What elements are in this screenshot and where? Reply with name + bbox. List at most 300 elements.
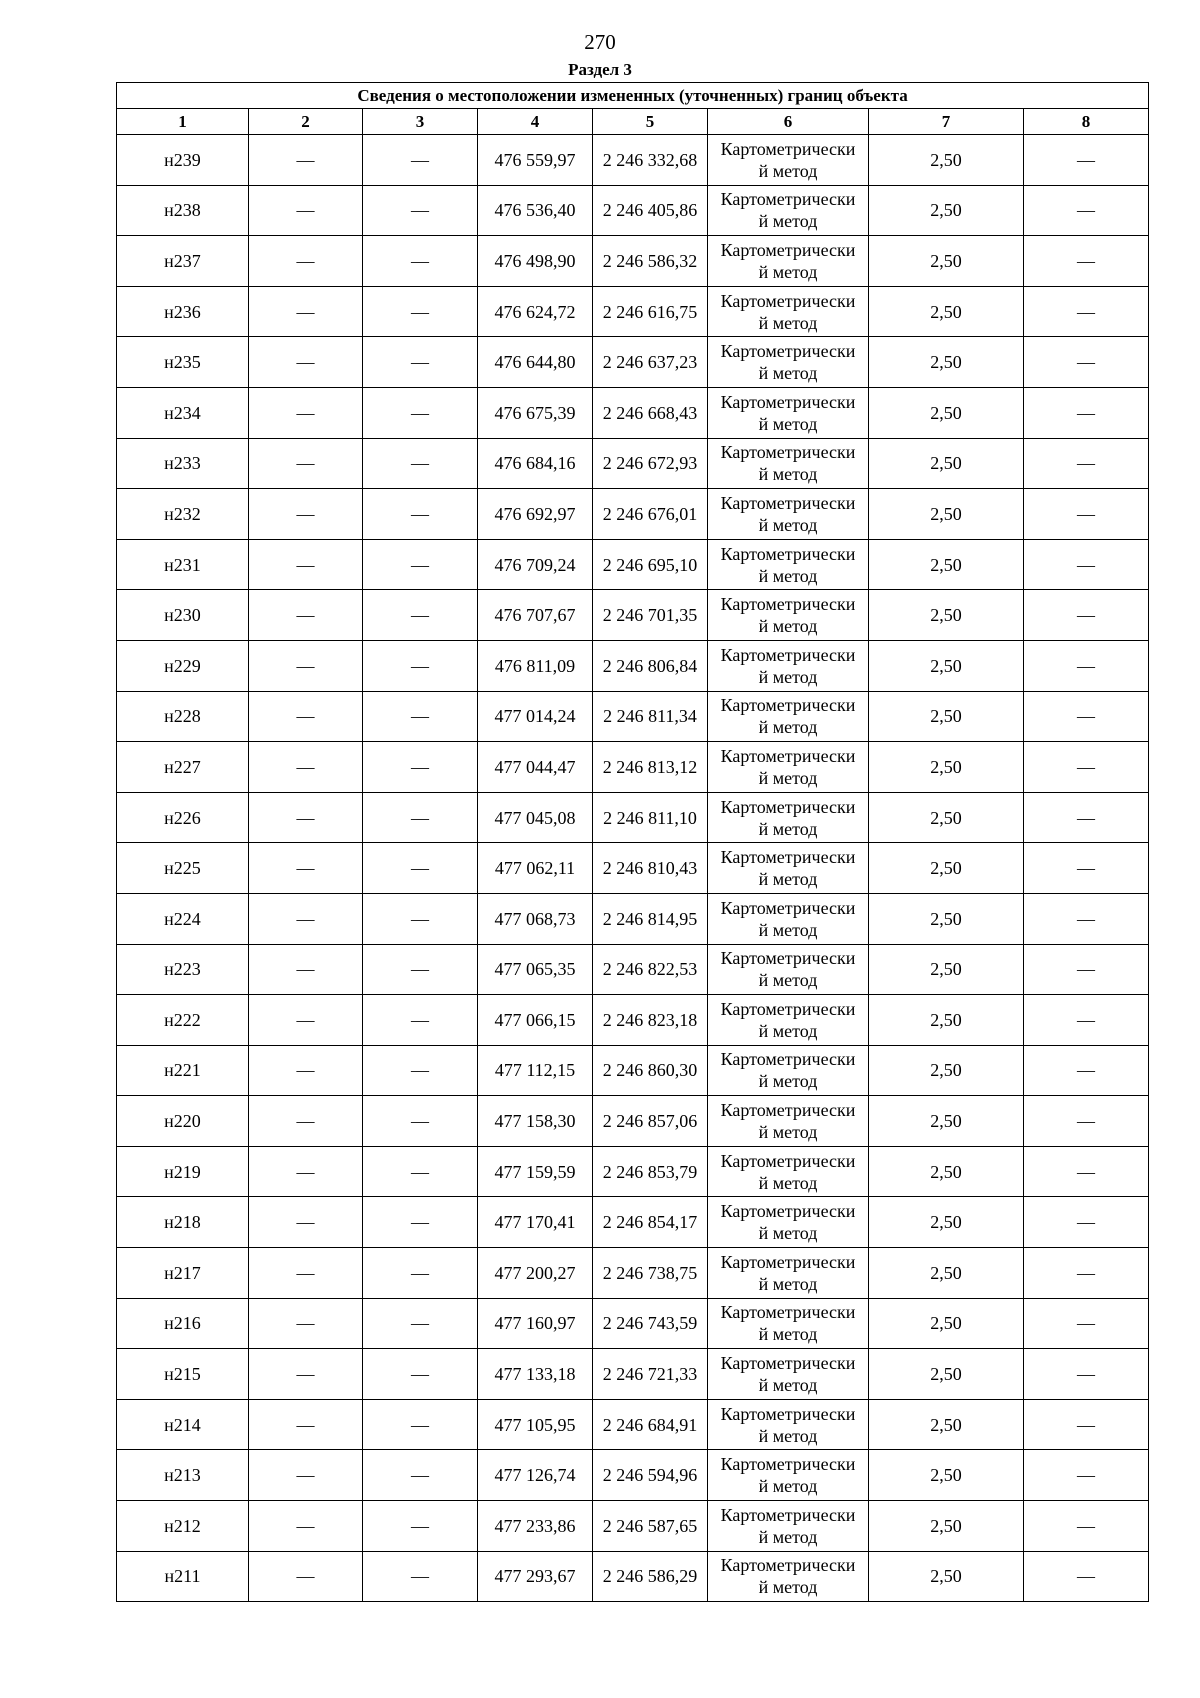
method-line: Картометрически	[720, 189, 856, 210]
method-line: Картометрически	[720, 1201, 856, 1222]
method-cell	[708, 742, 869, 793]
y-coordinate-cell: 2 246 672,93	[593, 438, 708, 489]
method-cell	[708, 1096, 869, 1147]
y-coordinate-cell: 2 246 405,86	[593, 185, 708, 236]
accuracy-cell: 2,50	[869, 387, 1024, 438]
table-row	[117, 286, 1149, 337]
method-line: Картометрически	[720, 1049, 856, 1070]
method-line: Картометрически	[720, 847, 856, 868]
column-2-cell: —	[249, 489, 363, 540]
point-number-cell: н238	[117, 185, 249, 236]
x-coordinate-cell: 477 045,08	[478, 792, 593, 843]
table-row	[117, 438, 1149, 489]
point-number-cell: н211	[117, 1551, 249, 1602]
method-line: Картометрически	[720, 695, 856, 716]
column-2-cell: —	[249, 792, 363, 843]
method-line: й метод	[758, 767, 818, 788]
method-line: Картометрически	[720, 897, 856, 918]
accuracy-cell: 2,50	[869, 1248, 1024, 1299]
x-coordinate-cell: 476 498,90	[478, 236, 593, 287]
column-3-cell: —	[363, 286, 478, 337]
column-2-cell: —	[249, 1551, 363, 1602]
method-line: Картометрически	[720, 594, 856, 615]
point-number-cell: н221	[117, 1045, 249, 1096]
accuracy-cell: 2,50	[869, 893, 1024, 944]
method-line: Картометрически	[720, 998, 856, 1019]
accuracy-cell: 2,50	[869, 1146, 1024, 1197]
accuracy-cell: 2,50	[869, 1045, 1024, 1096]
method-line: й метод	[758, 1071, 818, 1092]
method-line: Картометрически	[720, 1302, 856, 1323]
column-2-cell: —	[249, 843, 363, 894]
column-3-cell: —	[363, 691, 478, 742]
column-8-cell: —	[1024, 185, 1149, 236]
column-8-cell: —	[1024, 944, 1149, 995]
column-2-cell: —	[249, 236, 363, 287]
method-line: й метод	[758, 818, 818, 839]
table-row	[117, 539, 1149, 590]
point-number-cell: н233	[117, 438, 249, 489]
point-number-cell: н231	[117, 539, 249, 590]
point-number-cell: н230	[117, 590, 249, 641]
method-line: й метод	[758, 616, 818, 637]
method-line: Картометрически	[720, 1555, 856, 1576]
method-cell	[708, 337, 869, 388]
accuracy-cell: 2,50	[869, 1197, 1024, 1248]
column-3-cell: —	[363, 236, 478, 287]
accuracy-cell: 2,50	[869, 489, 1024, 540]
method-cell	[708, 1146, 869, 1197]
method-line: й метод	[758, 464, 818, 485]
method-line: й метод	[758, 211, 818, 232]
column-8-cell: —	[1024, 438, 1149, 489]
point-number-cell: н214	[117, 1399, 249, 1450]
column-2-cell: —	[249, 1349, 363, 1400]
column-2-cell: —	[249, 185, 363, 236]
column-3-cell: —	[363, 1248, 478, 1299]
x-coordinate-cell: 476 644,80	[478, 337, 593, 388]
method-line: Картометрически	[720, 1251, 856, 1272]
y-coordinate-cell: 2 246 332,68	[593, 135, 708, 186]
y-coordinate-cell: 2 246 637,23	[593, 337, 708, 388]
table-row	[117, 843, 1149, 894]
accuracy-cell: 2,50	[869, 640, 1024, 691]
column-number: 5	[593, 109, 708, 135]
table-row	[117, 1399, 1149, 1450]
column-8-cell: —	[1024, 893, 1149, 944]
column-3-cell: —	[363, 1501, 478, 1552]
point-number-cell: н236	[117, 286, 249, 337]
method-line: Картометрически	[720, 1403, 856, 1424]
accuracy-cell: 2,50	[869, 1501, 1024, 1552]
column-number: 1	[117, 109, 249, 135]
column-8-cell: —	[1024, 1298, 1149, 1349]
x-coordinate-cell: 477 159,59	[478, 1146, 593, 1197]
method-cell	[708, 640, 869, 691]
table-row	[117, 489, 1149, 540]
y-coordinate-cell: 2 246 594,96	[593, 1450, 708, 1501]
method-cell	[708, 1197, 869, 1248]
column-3-cell: —	[363, 1045, 478, 1096]
accuracy-cell: 2,50	[869, 1349, 1024, 1400]
method-cell	[708, 1045, 869, 1096]
column-8-cell: —	[1024, 489, 1149, 540]
column-3-cell: —	[363, 742, 478, 793]
column-2-cell: —	[249, 640, 363, 691]
section-title: Раздел 3	[568, 60, 632, 79]
column-3-cell: —	[363, 438, 478, 489]
y-coordinate-cell: 2 246 695,10	[593, 539, 708, 590]
y-coordinate-cell: 2 246 684,91	[593, 1399, 708, 1450]
method-cell	[708, 691, 869, 742]
column-3-cell: —	[363, 1298, 478, 1349]
column-3-cell: —	[363, 1096, 478, 1147]
column-8-cell: —	[1024, 1096, 1149, 1147]
point-number-cell: н228	[117, 691, 249, 742]
column-3-cell: —	[363, 792, 478, 843]
column-8-cell: —	[1024, 1399, 1149, 1450]
column-8-cell: —	[1024, 337, 1149, 388]
column-3-cell: —	[363, 135, 478, 186]
x-coordinate-cell: 476 624,72	[478, 286, 593, 337]
method-line: й метод	[758, 312, 818, 333]
table-row	[117, 1450, 1149, 1501]
column-3-cell: —	[363, 640, 478, 691]
column-number: 7	[869, 109, 1024, 135]
column-2-cell: —	[249, 1399, 363, 1450]
method-cell	[708, 236, 869, 287]
y-coordinate-cell: 2 246 586,32	[593, 236, 708, 287]
point-number-cell: н234	[117, 387, 249, 438]
method-cell	[708, 944, 869, 995]
column-8-cell: —	[1024, 1349, 1149, 1400]
x-coordinate-cell: 476 536,40	[478, 185, 593, 236]
column-8-cell: —	[1024, 1450, 1149, 1501]
accuracy-cell: 2,50	[869, 337, 1024, 388]
method-line: й метод	[758, 1020, 818, 1041]
table-row	[117, 640, 1149, 691]
table-row	[117, 691, 1149, 742]
column-8-cell: —	[1024, 1551, 1149, 1602]
table-row	[117, 893, 1149, 944]
accuracy-cell: 2,50	[869, 590, 1024, 641]
point-number-cell: н213	[117, 1450, 249, 1501]
method-line: й метод	[758, 1324, 818, 1345]
column-2-cell: —	[249, 1045, 363, 1096]
y-coordinate-cell: 2 246 743,59	[593, 1298, 708, 1349]
accuracy-cell: 2,50	[869, 792, 1024, 843]
point-number-cell: н219	[117, 1146, 249, 1197]
y-coordinate-cell: 2 246 813,12	[593, 742, 708, 793]
method-line: й метод	[758, 565, 818, 586]
column-2-cell: —	[249, 438, 363, 489]
column-number: 8	[1024, 109, 1149, 135]
column-2-cell: —	[249, 1248, 363, 1299]
table-caption: Сведения о местоположении измененных (уточненных) границ объекта	[117, 83, 1149, 109]
method-cell	[708, 1248, 869, 1299]
method-line: й метод	[758, 514, 818, 535]
column-2-cell: —	[249, 135, 363, 186]
table-row	[117, 1146, 1149, 1197]
column-3-cell: —	[363, 337, 478, 388]
column-8-cell: —	[1024, 995, 1149, 1046]
accuracy-cell: 2,50	[869, 286, 1024, 337]
method-line: Картометрически	[720, 1454, 856, 1475]
column-8-cell: —	[1024, 742, 1149, 793]
table-row	[117, 792, 1149, 843]
x-coordinate-cell: 477 293,67	[478, 1551, 593, 1602]
y-coordinate-cell: 2 246 857,06	[593, 1096, 708, 1147]
table-row	[117, 1045, 1149, 1096]
method-line: Картометрически	[720, 492, 856, 513]
table-row	[117, 185, 1149, 236]
accuracy-cell: 2,50	[869, 539, 1024, 590]
accuracy-cell: 2,50	[869, 1399, 1024, 1450]
column-3-cell: —	[363, 944, 478, 995]
column-8-cell: —	[1024, 1146, 1149, 1197]
x-coordinate-cell: 477 200,27	[478, 1248, 593, 1299]
table-row	[117, 590, 1149, 641]
column-2-cell: —	[249, 1096, 363, 1147]
accuracy-cell: 2,50	[869, 135, 1024, 186]
column-3-cell: —	[363, 1146, 478, 1197]
column-2-cell: —	[249, 691, 363, 742]
x-coordinate-cell: 477 062,11	[478, 843, 593, 894]
point-number-cell: н229	[117, 640, 249, 691]
method-cell	[708, 539, 869, 590]
column-2-cell: —	[249, 1146, 363, 1197]
accuracy-cell: 2,50	[869, 438, 1024, 489]
method-line: й метод	[758, 1526, 818, 1547]
column-2-cell: —	[249, 539, 363, 590]
point-number-cell: н232	[117, 489, 249, 540]
column-number: 6	[708, 109, 869, 135]
column-8-cell: —	[1024, 1501, 1149, 1552]
method-cell	[708, 893, 869, 944]
y-coordinate-cell: 2 246 676,01	[593, 489, 708, 540]
method-line: Картометрически	[720, 745, 856, 766]
column-8-cell: —	[1024, 590, 1149, 641]
column-2-cell: —	[249, 387, 363, 438]
method-line: Картометрически	[720, 239, 856, 260]
x-coordinate-cell: 477 170,41	[478, 1197, 593, 1248]
method-cell	[708, 1399, 869, 1450]
method-line: Картометрически	[720, 1353, 856, 1374]
method-line: Картометрически	[720, 138, 856, 159]
accuracy-cell: 2,50	[869, 1450, 1024, 1501]
table-row	[117, 1248, 1149, 1299]
method-line: Картометрически	[720, 644, 856, 665]
accuracy-cell: 2,50	[869, 944, 1024, 995]
point-number-cell: н239	[117, 135, 249, 186]
method-line: Картометрически	[720, 1100, 856, 1121]
y-coordinate-cell: 2 246 811,34	[593, 691, 708, 742]
x-coordinate-cell: 477 112,15	[478, 1045, 593, 1096]
column-2-cell: —	[249, 893, 363, 944]
point-number-cell: н217	[117, 1248, 249, 1299]
column-2-cell: —	[249, 1298, 363, 1349]
table-row	[117, 1501, 1149, 1552]
table-row	[117, 387, 1149, 438]
accuracy-cell: 2,50	[869, 742, 1024, 793]
column-8-cell: —	[1024, 135, 1149, 186]
column-8-cell: —	[1024, 1045, 1149, 1096]
column-8-cell: —	[1024, 286, 1149, 337]
accuracy-cell: 2,50	[869, 1551, 1024, 1602]
point-number-cell: н212	[117, 1501, 249, 1552]
method-line: й метод	[758, 413, 818, 434]
point-number-cell: н225	[117, 843, 249, 894]
table-row	[117, 1197, 1149, 1248]
point-number-cell: н220	[117, 1096, 249, 1147]
column-3-cell: —	[363, 1399, 478, 1450]
x-coordinate-cell: 476 684,16	[478, 438, 593, 489]
point-number-cell: н222	[117, 995, 249, 1046]
column-number-row	[117, 109, 1149, 135]
method-line: й метод	[758, 160, 818, 181]
column-3-cell: —	[363, 843, 478, 894]
column-3-cell: —	[363, 1197, 478, 1248]
method-cell	[708, 185, 869, 236]
column-2-cell: —	[249, 1197, 363, 1248]
column-3-cell: —	[363, 893, 478, 944]
y-coordinate-cell: 2 246 668,43	[593, 387, 708, 438]
column-8-cell: —	[1024, 691, 1149, 742]
y-coordinate-cell: 2 246 823,18	[593, 995, 708, 1046]
y-coordinate-cell: 2 246 814,95	[593, 893, 708, 944]
accuracy-cell: 2,50	[869, 1096, 1024, 1147]
method-line: й метод	[758, 970, 818, 991]
point-number-cell: н216	[117, 1298, 249, 1349]
table-body	[117, 135, 1149, 1602]
column-2-cell: —	[249, 995, 363, 1046]
y-coordinate-cell: 2 246 738,75	[593, 1248, 708, 1299]
y-coordinate-cell: 2 246 853,79	[593, 1146, 708, 1197]
column-2-cell: —	[249, 742, 363, 793]
method-cell	[708, 1551, 869, 1602]
method-line: Картометрически	[720, 1150, 856, 1171]
x-coordinate-cell: 476 692,97	[478, 489, 593, 540]
method-cell	[708, 1501, 869, 1552]
method-cell	[708, 286, 869, 337]
method-cell	[708, 489, 869, 540]
method-cell	[708, 438, 869, 489]
column-8-cell: —	[1024, 640, 1149, 691]
accuracy-cell: 2,50	[869, 185, 1024, 236]
column-3-cell: —	[363, 185, 478, 236]
x-coordinate-cell: 477 233,86	[478, 1501, 593, 1552]
x-coordinate-cell: 476 559,97	[478, 135, 593, 186]
accuracy-cell: 2,50	[869, 843, 1024, 894]
column-8-cell: —	[1024, 1248, 1149, 1299]
column-3-cell: —	[363, 1450, 478, 1501]
method-line: й метод	[758, 1273, 818, 1294]
column-number: 3	[363, 109, 478, 135]
x-coordinate-cell: 477 160,97	[478, 1298, 593, 1349]
column-3-cell: —	[363, 387, 478, 438]
column-3-cell: —	[363, 1349, 478, 1400]
method-line: й метод	[758, 261, 818, 282]
method-line: й метод	[758, 1375, 818, 1396]
point-number-cell: н226	[117, 792, 249, 843]
column-3-cell: —	[363, 489, 478, 540]
y-coordinate-cell: 2 246 860,30	[593, 1045, 708, 1096]
method-line: Картометрически	[720, 796, 856, 817]
method-line: Картометрически	[720, 1504, 856, 1525]
boundary-table	[116, 82, 1149, 1602]
method-line: й метод	[758, 666, 818, 687]
point-number-cell: н235	[117, 337, 249, 388]
method-line: й метод	[758, 1122, 818, 1143]
method-line: й метод	[758, 1223, 818, 1244]
x-coordinate-cell: 477 158,30	[478, 1096, 593, 1147]
x-coordinate-cell: 476 675,39	[478, 387, 593, 438]
x-coordinate-cell: 477 068,73	[478, 893, 593, 944]
y-coordinate-cell: 2 246 811,10	[593, 792, 708, 843]
table-row	[117, 742, 1149, 793]
page-number: 270	[584, 30, 616, 54]
column-2-cell: —	[249, 337, 363, 388]
y-coordinate-cell: 2 246 586,29	[593, 1551, 708, 1602]
x-coordinate-cell: 477 014,24	[478, 691, 593, 742]
method-cell	[708, 995, 869, 1046]
column-8-cell: —	[1024, 387, 1149, 438]
x-coordinate-cell: 477 065,35	[478, 944, 593, 995]
x-coordinate-cell: 477 066,15	[478, 995, 593, 1046]
method-line: Картометрически	[720, 290, 856, 311]
column-number: 2	[249, 109, 363, 135]
x-coordinate-cell: 476 707,67	[478, 590, 593, 641]
accuracy-cell: 2,50	[869, 691, 1024, 742]
method-line: Картометрически	[720, 442, 856, 463]
point-number-cell: н223	[117, 944, 249, 995]
point-number-cell: н215	[117, 1349, 249, 1400]
table-row	[117, 236, 1149, 287]
method-cell	[708, 1349, 869, 1400]
method-line: й метод	[758, 1577, 818, 1598]
y-coordinate-cell: 2 246 721,33	[593, 1349, 708, 1400]
column-8-cell: —	[1024, 236, 1149, 287]
accuracy-cell: 2,50	[869, 995, 1024, 1046]
table-row	[117, 995, 1149, 1046]
method-line: й метод	[758, 1476, 818, 1497]
column-8-cell: —	[1024, 539, 1149, 590]
point-number-cell: н218	[117, 1197, 249, 1248]
point-number-cell: н224	[117, 893, 249, 944]
column-2-cell: —	[249, 286, 363, 337]
point-number-cell: н227	[117, 742, 249, 793]
method-cell	[708, 843, 869, 894]
table-row	[117, 1551, 1149, 1602]
x-coordinate-cell: 477 044,47	[478, 742, 593, 793]
column-3-cell: —	[363, 995, 478, 1046]
method-cell	[708, 1298, 869, 1349]
table-row	[117, 1298, 1149, 1349]
accuracy-cell: 2,50	[869, 1298, 1024, 1349]
method-cell	[708, 590, 869, 641]
column-number: 4	[478, 109, 593, 135]
x-coordinate-cell: 477 126,74	[478, 1450, 593, 1501]
table-row	[117, 1349, 1149, 1400]
table-row	[117, 944, 1149, 995]
y-coordinate-cell: 2 246 822,53	[593, 944, 708, 995]
method-line: й метод	[758, 717, 818, 738]
column-8-cell: —	[1024, 792, 1149, 843]
column-8-cell: —	[1024, 843, 1149, 894]
column-2-cell: —	[249, 590, 363, 641]
column-3-cell: —	[363, 590, 478, 641]
column-3-cell: —	[363, 539, 478, 590]
